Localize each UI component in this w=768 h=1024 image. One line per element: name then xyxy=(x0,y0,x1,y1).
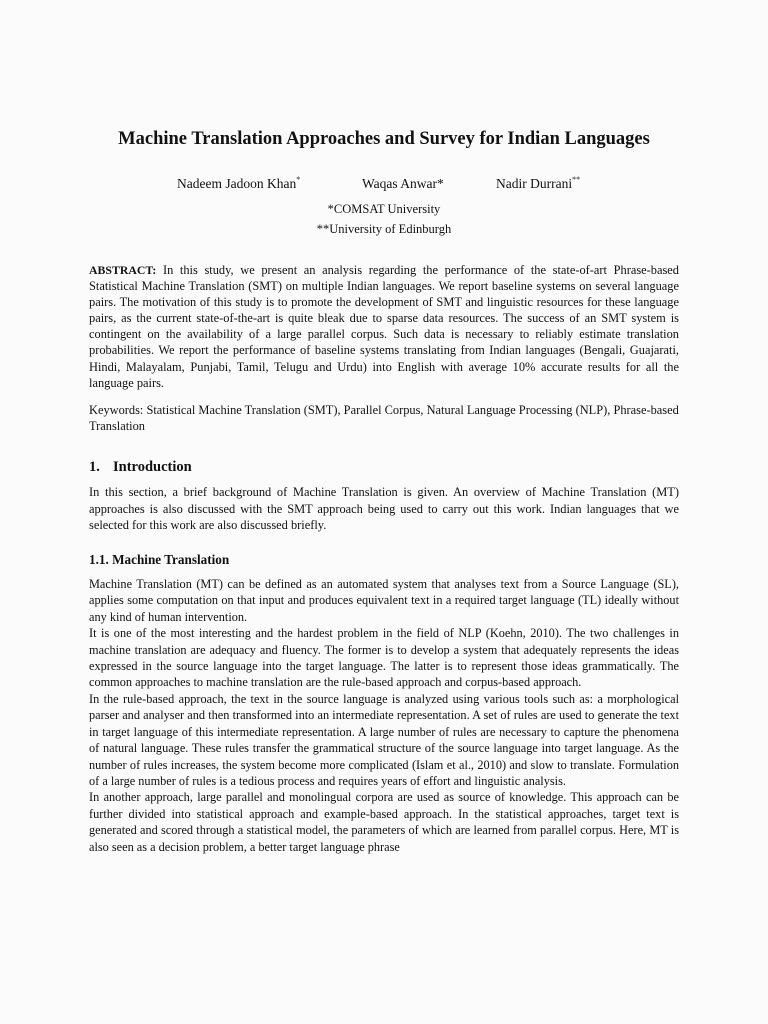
section-heading-introduction xyxy=(89,457,679,477)
abstract-text: In this study, we present an analysis regarding the performance of the state-of-art Phrase-based Statistical Machine Translation (SMT) on multiple Indian languages. We report baseline systems on several language pairs. The motivation of this study is to promote the development of SMT and linguistic resources for these language pairs, as the current state-of-the-art is quite bleak due to sparse data resources. The success of an SMT system is contingent on the availability of a large parallel corpus. Such data is necessary to reliably estimate translation probabilities. We report the performance of baseline systems translating from Indian languages (Bengali, Guajarati, Hindi, Malayalam, Punjabi, Tamil, Telugu and Urdu) into English with average 10% accurate results for all the language pairs. xyxy=(89,263,679,390)
paragraph-3: In the rule-based approach, the text in the source language is analyzed using various tools such as: a morphological parser and analyser and then transformed into an intermediate representation. A set of rules are used to generate the text in target language of this intermediate representation. A large number of rules are necessary to capture the phenomena of natural language. These rules transfer the grammatical structure of the source language into target language. As the number of rules increases, the system become more complicated (Islam et al., 2010) and slow to translate. Formulation of a large number of rules is a tedious process and requires years of effort and linguistic analysis. xyxy=(89,691,679,788)
abstract-label: ABSTRACT: xyxy=(89,263,157,277)
paragraph-1: Machine Translation (MT) can be defined as an automated system that analyses text from a Source Language (SL), applies some computation on that input and produces equivalent text in a required target language (TL) ideally without any kind of human intervention. xyxy=(89,577,679,624)
paragraph-4: In another approach, large parallel and monolingual corpora are used as source of knowledge. This approach can be further divided into statistical approach and example-based approach. In the statistical approaches, target text is generated and scored through a statistical model, the parameters of which are learned from parallel corpus. Here, MT is also seen as a decision problem, a better target language phrase xyxy=(89,790,679,854)
abstract xyxy=(89,262,679,391)
author-name: Nadir Durrani xyxy=(496,176,573,191)
subsection-heading-machine-translation: 1.1. Machine Translation xyxy=(89,552,230,568)
author-name: Nadeem Jadoon Khan xyxy=(177,176,297,191)
paper-title: Machine Translation Approaches and Survey for Indian Languages xyxy=(118,129,650,149)
keywords: Keywords: Statistical Machine Translation (SMT), Parallel Corpus, Natural Language Processing (NLP), Phrase-based Translation xyxy=(89,402,679,433)
affiliation-1: *COMSAT University xyxy=(327,202,441,216)
author-mark: * xyxy=(296,175,301,184)
author-mark: ** xyxy=(572,175,581,184)
author-1 xyxy=(177,174,300,194)
author-name: Waqas Anwar* xyxy=(362,176,444,191)
paragraph-2: It is one of the most interesting and the hardest problem in the field of NLP (Koehn, 2010). The two challenges in machine translation are adequacy and fluency. The former is to develop a system that adequately represents the ideas expressed in the source language into the target language. The latter is to represent those ideas grammatically. The common approaches to machine translation are the rule-based approach and corpus-based approach. xyxy=(89,626,679,690)
author-list xyxy=(89,174,679,194)
page-content xyxy=(89,126,679,855)
introduction-paragraph: In this section, a brief background of Machine Translation is given. An overview of Machine Translation (MT) approaches is also discussed with the SMT approach being used to carry out this work. Indian languages that we selected for this work are also discussed briefly. xyxy=(89,484,679,533)
author-3 xyxy=(496,174,580,194)
author-2 xyxy=(362,174,444,194)
machine-translation-body xyxy=(89,576,679,855)
section-number: 1. xyxy=(89,458,100,475)
affiliation-2: **University of Edinburgh xyxy=(316,222,452,236)
section-title: Introduction xyxy=(113,458,192,475)
